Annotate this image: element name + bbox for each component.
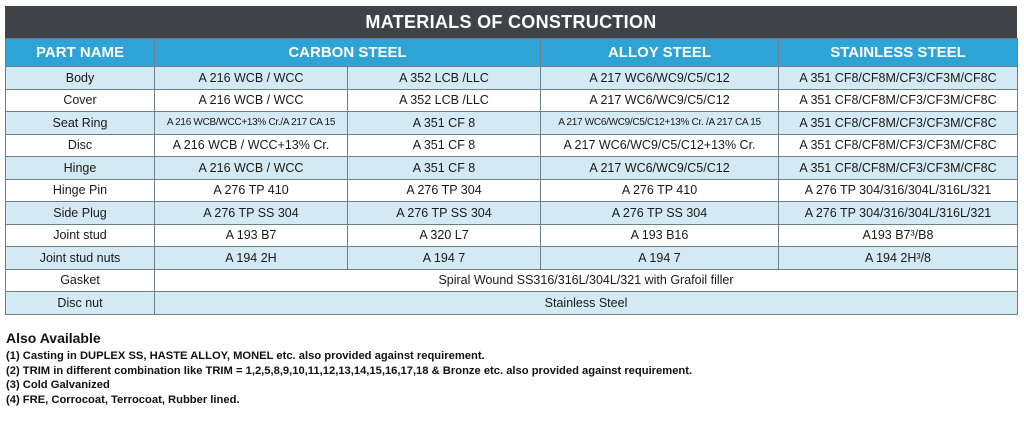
header-row — [6, 39, 1018, 67]
stainless-steel-cell: A 194 2H³/8 — [779, 247, 1018, 270]
part-name-cell: Hinge Pin — [6, 179, 155, 202]
also-available-notes — [6, 330, 1016, 407]
part-name-cell: Gasket — [6, 269, 155, 292]
header-stainless-steel: STAINLESS STEEL — [779, 39, 1018, 67]
part-name-cell: Disc nut — [6, 292, 155, 315]
note-item: (3) Cold Galvanized — [6, 379, 110, 391]
carbon-steel-low-temp-cell: A 352 LCB /LLC — [348, 67, 541, 90]
carbon-steel-cell: A 276 TP 410 — [155, 179, 348, 202]
materials-table — [5, 38, 1018, 315]
carbon-steel-cell: A 276 TP SS 304 — [155, 202, 348, 225]
alloy-steel-cell: A 276 TP SS 304 — [541, 202, 779, 225]
stainless-steel-cell: A 351 CF8/CF8M/CF3/CF3M/CF8C — [779, 67, 1018, 90]
part-name-cell: Seat Ring — [6, 112, 155, 135]
part-name-cell: Joint stud nuts — [6, 247, 155, 270]
table-row — [6, 89, 1018, 112]
stainless-steel-cell: A193 B7³/B8 — [779, 224, 1018, 247]
stainless-steel-cell: A 351 CF8/CF8M/CF3/CF3M/CF8C — [779, 112, 1018, 135]
part-name-cell: Hinge — [6, 157, 155, 180]
stainless-steel-cell: A 351 CF8/CF8M/CF3/CF3M/CF8C — [779, 89, 1018, 112]
note-item: (1) Casting in DUPLEX SS, HASTE ALLOY, MONEL etc. also provided against requirement. — [6, 350, 485, 362]
note-item: (4) FRE, Corrocoat, Terrocoat, Rubber lined. — [6, 393, 240, 406]
carbon-steel-low-temp-cell: A 352 LCB /LLC — [348, 89, 541, 112]
alloy-steel-cell: A 217 WC6/WC9/C5/C12+13% Cr. /A 217 CA 15 — [541, 112, 779, 135]
table-row — [6, 179, 1018, 202]
carbon-steel-cell: A 216 WCB / WCC — [155, 89, 348, 112]
alloy-steel-cell: A 194 7 — [541, 247, 779, 270]
table-row — [6, 157, 1018, 180]
table-row — [6, 67, 1018, 90]
table-row — [6, 269, 1018, 292]
table-row — [6, 224, 1018, 247]
also-available-heading: Also Available — [6, 330, 101, 346]
part-name-cell: Disc — [6, 134, 155, 157]
header-alloy-steel: ALLOY STEEL — [541, 39, 779, 67]
table-row — [6, 202, 1018, 225]
carbon-steel-cell: A 216 WCB / WCC+13% Cr. — [155, 134, 348, 157]
alloy-steel-cell: A 193 B16 — [541, 224, 779, 247]
alloy-steel-cell: A 217 WC6/WC9/C5/C12+13% Cr. — [541, 134, 779, 157]
carbon-steel-cell: A 216 WCB / WCC — [155, 157, 348, 180]
carbon-steel-cell: A 193 B7 — [155, 224, 348, 247]
note-item: (2) TRIM in different combination like TRIM = 1,2,5,8,9,10,11,12,13,14,15,16,17,18 & Bronze etc. also provided against requirement. — [6, 364, 693, 377]
carbon-steel-cell: A 216 WCB / WCC — [155, 67, 348, 90]
part-name-cell: Cover — [6, 89, 155, 112]
carbon-steel-low-temp-cell: A 276 TP SS 304 — [348, 202, 541, 225]
carbon-steel-low-temp-cell: A 351 CF 8 — [348, 134, 541, 157]
part-name-cell: Joint stud — [6, 224, 155, 247]
carbon-steel-cell: A 194 2H — [155, 247, 348, 270]
table-row — [6, 134, 1018, 157]
carbon-steel-low-temp-cell: A 351 CF 8 — [348, 157, 541, 180]
table-title: MATERIALS OF CONSTRUCTION — [5, 6, 1017, 38]
carbon-steel-low-temp-cell: A 320 L7 — [348, 224, 541, 247]
header-carbon-steel: CARBON STEEL — [155, 39, 541, 67]
stainless-steel-cell: A 351 CF8/CF8M/CF3/CF3M/CF8C — [779, 134, 1018, 157]
gasket-material-cell: Spiral Wound SS316/316L/304L/321 with Grafoil filler — [155, 269, 1018, 292]
alloy-steel-cell: A 217 WC6/WC9/C5/C12 — [541, 89, 779, 112]
header-part-name: PART NAME — [6, 39, 155, 67]
table-row — [6, 292, 1018, 315]
stainless-steel-cell: A 276 TP 304/316/304L/316L/321 — [779, 179, 1018, 202]
stainless-steel-cell: A 276 TP 304/316/304L/316L/321 — [779, 202, 1018, 225]
part-name-cell: Body — [6, 67, 155, 90]
disc-nut-material-cell: Stainless Steel — [155, 292, 1018, 315]
materials-table-container — [5, 6, 1017, 315]
carbon-steel-cell: A 216 WCB/WCC+13% Cr./A 217 CA 15 — [155, 112, 348, 135]
alloy-steel-cell: A 276 TP 410 — [541, 179, 779, 202]
alloy-steel-cell: A 217 WC6/WC9/C5/C12 — [541, 157, 779, 180]
carbon-steel-low-temp-cell: A 351 CF 8 — [348, 112, 541, 135]
stainless-steel-cell: A 351 CF8/CF8M/CF3/CF3M/CF8C — [779, 157, 1018, 180]
carbon-steel-low-temp-cell: A 276 TP 304 — [348, 179, 541, 202]
table-row — [6, 247, 1018, 270]
part-name-cell: Side Plug — [6, 202, 155, 225]
table-row — [6, 112, 1018, 135]
carbon-steel-low-temp-cell: A 194 7 — [348, 247, 541, 270]
alloy-steel-cell: A 217 WC6/WC9/C5/C12 — [541, 67, 779, 90]
